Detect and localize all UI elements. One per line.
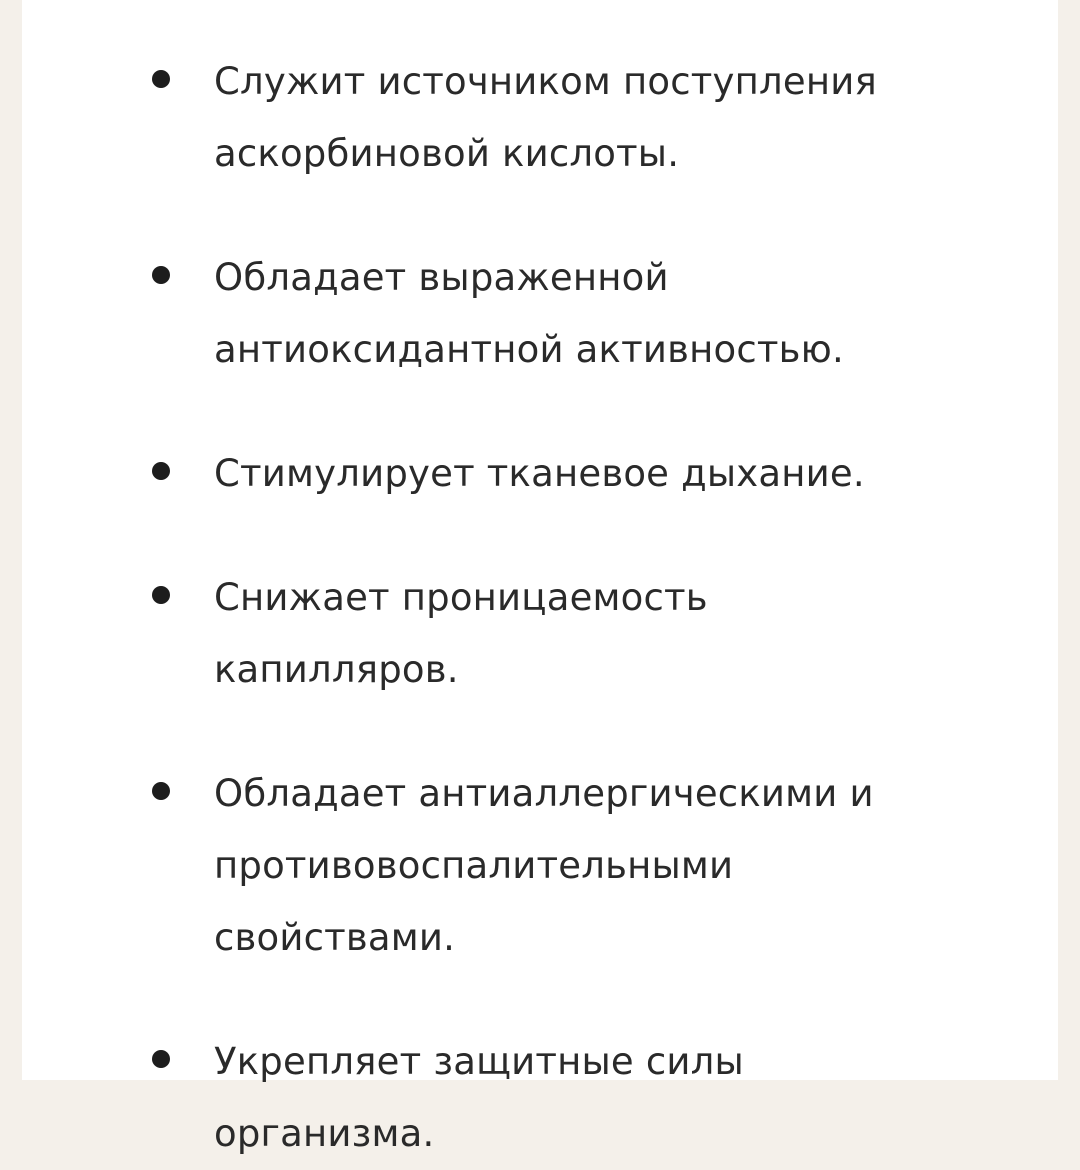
- list-item-text: Обладает выраженной антиоксидантной активностью.: [214, 256, 844, 371]
- list-item: [190, 438, 950, 510]
- bullet-icon: [152, 462, 170, 480]
- list-item: [190, 758, 950, 974]
- list-item-text: Обладает антиаллергическими и противовоспалительными свойствами.: [214, 772, 874, 959]
- list-item: [190, 46, 950, 190]
- list-item-text: Стимулирует тканевое дыхание.: [214, 452, 865, 495]
- bullet-icon: [152, 70, 170, 88]
- benefits-list: [190, 46, 950, 1170]
- bullet-icon: [152, 266, 170, 284]
- list-item: [190, 242, 950, 386]
- list-item-text: Укрепляет защитные силы организма.: [214, 1040, 744, 1155]
- bullet-icon: [152, 1050, 170, 1068]
- list-item: [190, 562, 950, 706]
- list-item-text: Служит источником поступления аскорбиновой кислоты.: [214, 60, 877, 175]
- list-item-text: Снижает проницаемость капилляров.: [214, 576, 708, 691]
- bullet-icon: [152, 586, 170, 604]
- list-item: [190, 1026, 950, 1170]
- bullet-icon: [152, 782, 170, 800]
